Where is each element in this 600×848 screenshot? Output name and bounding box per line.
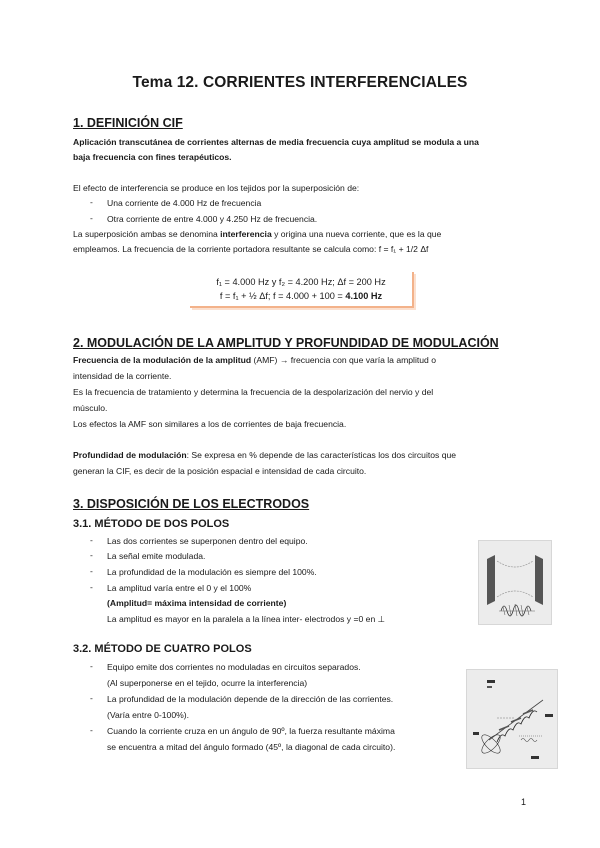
definition-line-1: Aplicación transcutánea de corrientes alternas de media frecuencia cuya amplitud se modula a una	[73, 137, 479, 147]
bullet-dash: -	[90, 566, 93, 576]
two-pole-bullet-1: Las dos corrientes se superponen dentro del equipo.	[107, 536, 308, 546]
two-pole-bullet-4-line-3: La amplitud es mayor en la paralela a la línea inter- electrodos y =0 en ⊥	[107, 614, 386, 624]
subsection-3-2-heading: 3.2. MÉTODO DE CUATRO POLOS	[73, 643, 252, 655]
interference-wave	[497, 711, 537, 742]
bullet-dash: -	[90, 213, 93, 223]
four-pole-diagram	[467, 670, 557, 768]
electrode	[531, 756, 539, 759]
section-1-heading: 1. DEFINICIÓN CIF	[73, 116, 183, 130]
two-pole-bullet-4: La amplitud varía entre el 0 y el 100%	[107, 583, 252, 593]
amf-line-4: músculo.	[73, 403, 108, 413]
two-pole-bullet-3: La profundidad de la modulación es siempre del 100%.	[107, 567, 317, 577]
modulation-depth-line-1	[73, 449, 456, 461]
interference-term: interferencia	[220, 229, 272, 239]
bullet-dash: -	[90, 550, 93, 560]
interference-intro: El efecto de interferencia se produce en los tejidos por la superposición de:	[73, 183, 360, 193]
subsection-3-1-heading: 3.1. MÉTODO DE DOS POLOS	[73, 518, 230, 530]
electrode	[545, 714, 553, 717]
amf-line-3: Es la frecuencia de tratamiento y determina la frecuencia de la despolarización del nervio y del	[73, 387, 434, 397]
text-run: La superposición ambas se denomina	[73, 229, 221, 239]
bullet-dash: -	[90, 661, 93, 671]
electrode	[473, 732, 479, 735]
amf-term: Frecuencia de la modulación de la amplitud	[73, 355, 252, 365]
section-2-heading: 2. MODULACIÓN DE LA AMPLITUD Y PROFUNDIDAD DE MODULACIÓN	[73, 336, 499, 350]
superposition-line-2: empleamos. La frecuencia de la corriente portadora resultante se calcula como: f = f₁ + 1/2 Δf	[73, 244, 429, 254]
formula-line-1: f₁ = 4.000 Hz y f₂ = 4.200 Hz; Δf = 200 Hz	[216, 277, 386, 287]
four-pole-bullet-2: La profundidad de la modulación depende de la dirección de las corrientes.	[107, 694, 394, 704]
formula-text: f = f₁ + ½ Δf; f = 4.000 + 100 =	[219, 291, 346, 301]
amf-line-2: intensidad de la corriente.	[73, 371, 172, 381]
formula-box	[190, 272, 414, 308]
bullet-dash: -	[90, 693, 93, 703]
section-3-heading: 3. DISPOSICIÓN DE LOS ELECTRODOS	[73, 497, 310, 511]
amf-line-5: Los efectos la AMF son similares a los de corrientes de baja frecuencia.	[73, 419, 347, 429]
formula-result: 4.100 Hz	[345, 291, 383, 301]
text-run: : Se expresa en % depende de las características los dos circuitos que	[186, 450, 457, 460]
bullet-dash: -	[90, 582, 93, 592]
electrode-right	[535, 555, 543, 605]
amf-line-1	[73, 354, 436, 366]
bullet-current-2: Otra corriente de entre 4.000 y 4.250 Hz de frecuencia.	[107, 214, 318, 224]
bullet-current-1: Una corriente de 4.000 Hz de frecuencia	[107, 198, 262, 208]
four-pole-bullet-1: Equipo emite dos corrientes no moduladas en circuitos separados.	[107, 662, 361, 672]
bullet-dash: -	[90, 535, 93, 545]
four-pole-bullet-1-line-2: (Al superponerse en el tejido, ocurre la interferencia)	[107, 678, 308, 688]
four-pole-bullet-3: Cuando la corriente cruza en un ángulo de 90º, la fuerza resultante máxima	[107, 726, 395, 736]
four-pole-bullet-3-line-2: se encuentra a mitad del ángulo formado (45º, la diagonal de cada circuito).	[107, 742, 396, 752]
bullet-dash: -	[90, 197, 93, 207]
page-number: 1	[521, 797, 527, 807]
two-pole-diagram	[479, 541, 551, 624]
two-pole-figure	[478, 540, 552, 625]
definition-line-2: baja frecuencia con fines terapéuticos.	[73, 152, 232, 162]
four-pole-bullet-2-line-2: (Varía entre 0-100%).	[107, 710, 189, 720]
page-title: Tema 12. CORRIENTES INTERFERENCIALES	[132, 74, 468, 91]
modulation-depth-term: Profundidad de modulación	[73, 450, 187, 460]
text-run: (AMF) → frecuencia con que varía la amplitud o	[251, 355, 436, 365]
two-pole-bullet-2: La señal emite modulada.	[107, 551, 206, 561]
superposition-line-1	[73, 228, 441, 240]
electrode	[487, 680, 495, 683]
two-pole-bullet-4-note: (Amplitud= máxima intensidad de corriente)	[107, 598, 287, 608]
four-pole-figure	[466, 669, 558, 769]
bullet-dash: -	[90, 725, 93, 735]
electrode-left	[487, 555, 495, 605]
modulation-depth-line-2: generan la CIF, es decir de la posición espacial e intensidad de cada circuito.	[73, 466, 367, 476]
formula-line-2	[190, 291, 412, 301]
text-run: y origina una nueva corriente, que es la que	[271, 229, 442, 239]
